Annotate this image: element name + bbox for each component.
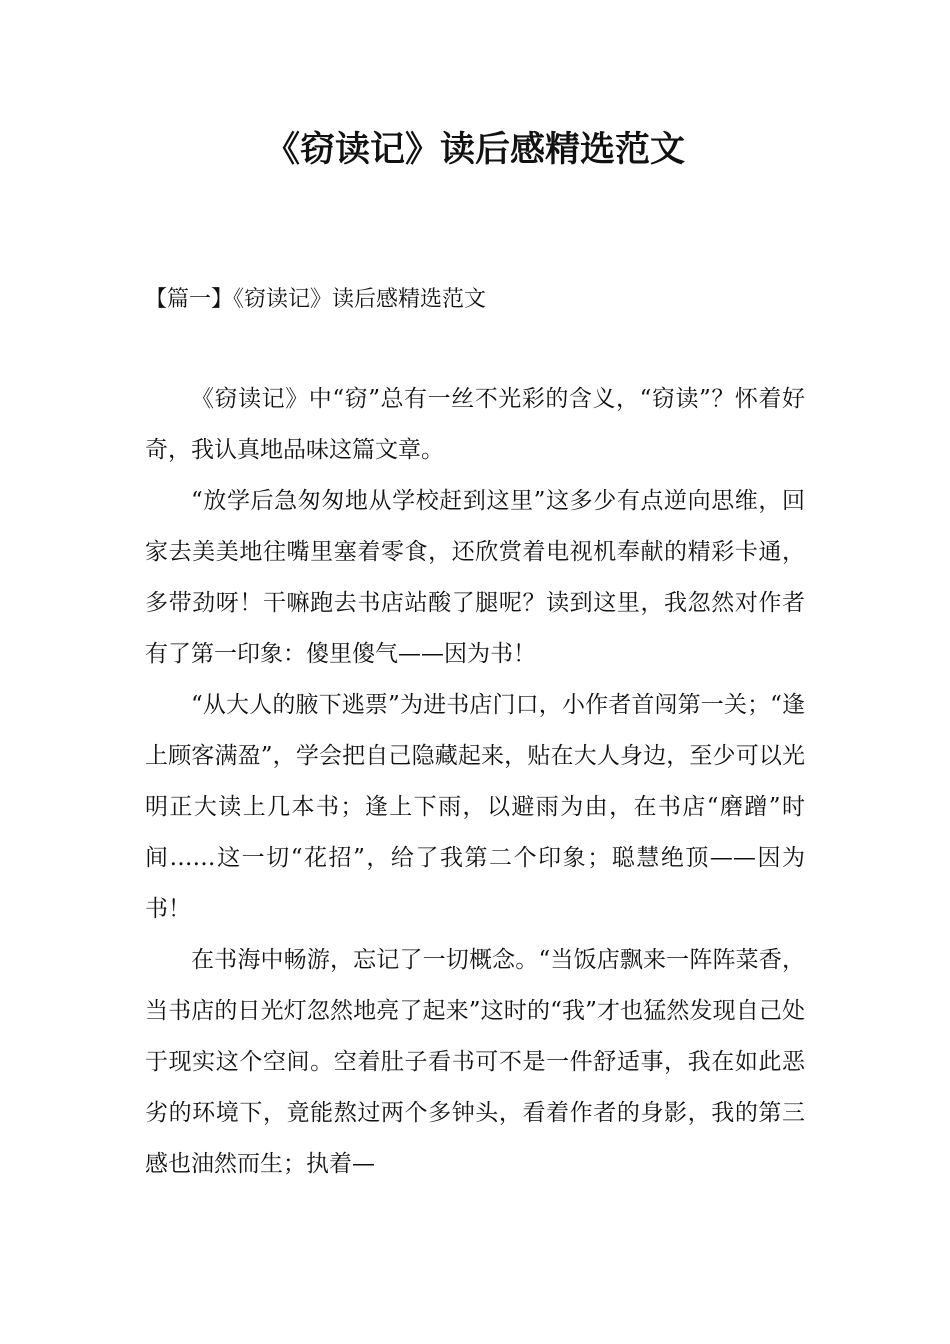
- section-heading: 【篇一】《窃读记》读后感精选范文: [145, 287, 487, 312]
- paragraph-3: “从大人的腋下逃票”为进书店门口，小作者首闯第一关；“逢上顾客满盈”，学会把自己隐藏起来，贴在大人身边，至少可以光明正大读上几本书；逢上下雨，以避雨为由，在书店“磨蹭”时间……这一切“花招”，给了我第二个印象；聪慧绝顶——因为书！: [145, 692, 805, 922]
- paragraph-1: 《窃读记》中“窃”总有一丝不光彩的含义，“窃读”？怀着好奇，我认真地品味这篇文章。: [145, 386, 805, 463]
- paragraph-2: “放学后急匆匆地从学校赶到这里”这多少有点逆向思维，回家去美美地往嘴里塞着零食，还欣赏着电视机奉献的精彩卡通，多带劲呀！干嘛跑去书店站酸了腿呢？读到这里，我忽然对作者有了第一印象：傻里傻气——因为书！: [145, 488, 805, 667]
- article-body: [145, 374, 805, 1190]
- paragraph-4: 在书海中畅游，忘记了一切概念。“当饭店飘来一阵阵菜香，当书店的日光灯忽然地亮了起来”这时的“我”才也猛然发现自己处于现实这个空间。空着肚子看书可不是一件舒适事，我在如此恶劣的环境下，竟能熬过两个多钟头，看着作者的身影，我的第三感也油然而生；执着—: [145, 947, 805, 1177]
- document-title: 《窃读记》读后感精选范文: [264, 130, 685, 170]
